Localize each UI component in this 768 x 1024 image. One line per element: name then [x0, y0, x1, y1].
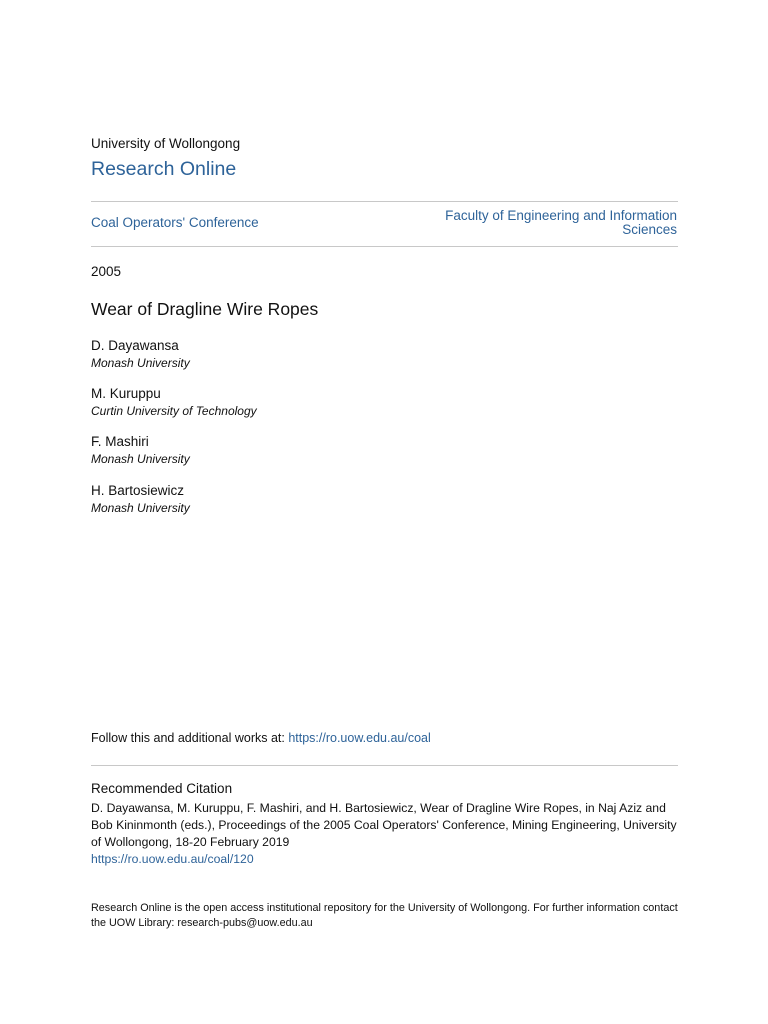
citation-url-link[interactable]: https://ro.uow.edu.au/coal/120: [91, 852, 254, 866]
nav-divider: [91, 246, 678, 247]
faculty-link-line1: Faculty of Engineering and Information: [445, 208, 677, 223]
author-block: [91, 483, 190, 516]
author-affiliation: Monash University: [91, 501, 190, 515]
faculty-link-line2: Sciences: [622, 222, 677, 237]
author-block: [91, 338, 190, 371]
citation-block: [91, 800, 681, 868]
follow-text: Follow this and additional works at:: [91, 731, 289, 745]
collection-link[interactable]: Coal Operators' Conference: [91, 215, 259, 230]
author-name: H. Bartosiewicz: [91, 483, 185, 498]
publication-year: 2005: [91, 264, 122, 279]
author-block: [91, 386, 257, 419]
author-name: M. Kuruppu: [91, 386, 161, 401]
repository-link[interactable]: Research Online: [91, 158, 237, 180]
citation-text: D. Dayawansa, M. Kuruppu, F. Mashiri, and H. Bartosiewicz, Wear of Dragline Wire Ropes, in Naj Aziz and Bob Kininmonth (eds.), Proceedings of the 2005 Coal Operators' Conference, Mining Engineering, University of Wollongong, 18-20 February 2019: [91, 801, 677, 849]
faculty-link[interactable]: [407, 209, 677, 237]
repository-footer-note: Research Online is the open access institutional repository for the University of Wollongong. For further information contact the UOW Library: research-pubs@uow.edu.au: [91, 902, 678, 929]
author-affiliation: Monash University: [91, 356, 190, 370]
citation-divider: [91, 765, 678, 766]
follow-line: [91, 731, 431, 745]
collection-url-link[interactable]: https://ro.uow.edu.au/coal: [288, 731, 431, 745]
author-block: [91, 434, 190, 467]
paper-title: Wear of Dragline Wire Ropes: [91, 299, 319, 319]
top-divider: [91, 201, 678, 202]
author-affiliation: Monash University: [91, 452, 190, 466]
author-name: F. Mashiri: [91, 434, 149, 449]
citation-heading: Recommended Citation: [91, 781, 233, 796]
institution-name: University of Wollongong: [91, 136, 241, 151]
author-affiliation: Curtin University of Technology: [91, 404, 257, 418]
author-name: D. Dayawansa: [91, 338, 179, 353]
